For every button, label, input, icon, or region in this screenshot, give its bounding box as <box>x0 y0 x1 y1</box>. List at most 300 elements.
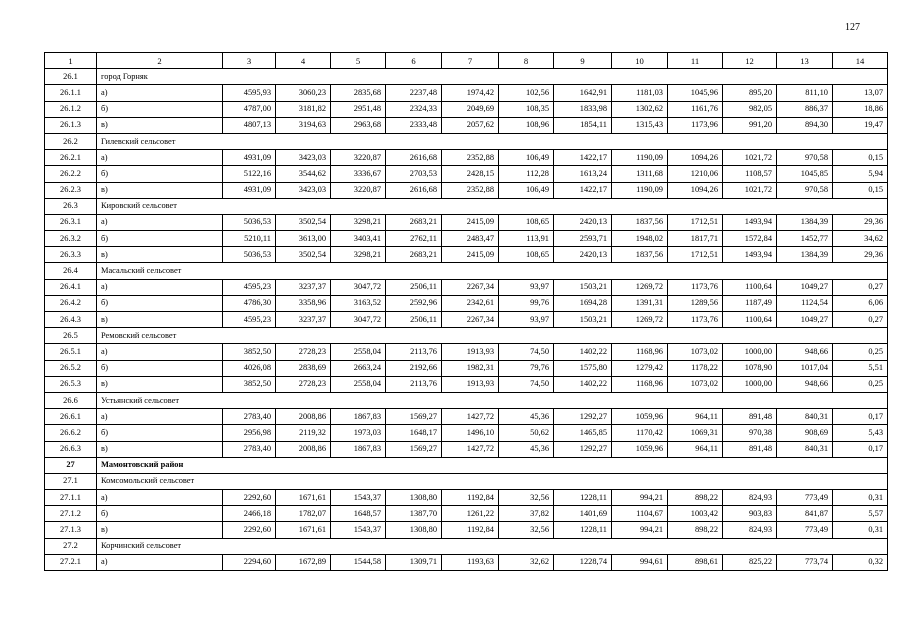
value-cell: 2267,34 <box>442 312 499 328</box>
value-cell: 1173,76 <box>668 312 723 328</box>
section-title: Масальский сельсовет <box>97 263 888 279</box>
value-cell: 1187,49 <box>723 295 777 311</box>
table-row <box>45 425 888 441</box>
value-cell: 1045,85 <box>777 166 833 182</box>
table-row <box>45 409 888 425</box>
row-label: в) <box>97 376 223 392</box>
value-cell: 1452,77 <box>777 231 833 247</box>
value-cell: 32,56 <box>499 522 554 538</box>
header-cell: 7 <box>442 53 499 69</box>
value-cell: 2415,09 <box>442 247 499 263</box>
row-code: 26.1.1 <box>45 85 97 101</box>
value-cell: 2762,11 <box>386 231 442 247</box>
row-code: 26.4.3 <box>45 312 97 328</box>
value-cell: 824,93 <box>723 522 777 538</box>
row-code: 26.5.3 <box>45 376 97 392</box>
value-cell: 1569,27 <box>386 409 442 425</box>
section-title: Корчинский сельсовет <box>97 538 888 554</box>
value-cell: 1192,84 <box>442 490 499 506</box>
row-code: 26.3.1 <box>45 214 97 230</box>
row-code: 27.2.1 <box>45 554 97 570</box>
row-code: 26.1 <box>45 69 97 85</box>
value-cell: 2267,34 <box>442 279 499 295</box>
value-cell: 773,49 <box>777 490 833 506</box>
value-cell: 1049,27 <box>777 279 833 295</box>
value-cell: 891,48 <box>723 441 777 457</box>
value-cell: 6,06 <box>833 295 888 311</box>
value-cell: 991,20 <box>723 117 777 133</box>
value-cell: 1059,96 <box>612 409 668 425</box>
value-cell: 948,66 <box>777 376 833 392</box>
value-cell: 29,36 <box>833 214 888 230</box>
row-code: 27.2 <box>45 538 97 554</box>
value-cell: 2951,48 <box>331 101 386 117</box>
row-code: 26.4.2 <box>45 295 97 311</box>
value-cell: 1671,61 <box>276 522 331 538</box>
value-cell: 2728,23 <box>276 376 331 392</box>
value-cell: 108,96 <box>499 117 554 133</box>
row-label: в) <box>97 312 223 328</box>
value-cell: 1021,72 <box>723 182 777 198</box>
value-cell: 2728,23 <box>276 344 331 360</box>
value-cell: 2783,40 <box>223 409 276 425</box>
value-cell: 2616,68 <box>386 182 442 198</box>
row-code: 26.5 <box>45 328 97 344</box>
value-cell: 1094,26 <box>668 182 723 198</box>
table-row <box>45 344 888 360</box>
value-cell: 0,25 <box>833 344 888 360</box>
value-cell: 1289,56 <box>668 295 723 311</box>
section-row <box>45 263 888 279</box>
row-code: 26.5.1 <box>45 344 97 360</box>
value-cell: 1572,84 <box>723 231 777 247</box>
row-code: 26.3 <box>45 198 97 214</box>
value-cell: 2192,66 <box>386 360 442 376</box>
value-cell: 811,10 <box>777 85 833 101</box>
value-cell: 2838,69 <box>276 360 331 376</box>
row-label: а) <box>97 409 223 425</box>
value-cell: 2415,09 <box>442 214 499 230</box>
row-code: 26.6.3 <box>45 441 97 457</box>
value-cell: 1493,94 <box>723 214 777 230</box>
value-cell: 2292,60 <box>223 522 276 538</box>
value-cell: 2113,76 <box>386 344 442 360</box>
value-cell: 3298,21 <box>331 247 386 263</box>
table-row <box>45 376 888 392</box>
value-cell: 0,15 <box>833 182 888 198</box>
value-cell: 2558,04 <box>331 376 386 392</box>
value-cell: 3502,54 <box>276 214 331 230</box>
value-cell: 2683,21 <box>386 214 442 230</box>
value-cell: 2342,61 <box>442 295 499 311</box>
value-cell: 3544,62 <box>276 166 331 182</box>
value-cell: 3047,72 <box>331 312 386 328</box>
value-cell: 1269,72 <box>612 279 668 295</box>
value-cell: 0,27 <box>833 279 888 295</box>
header-cell: 1 <box>45 53 97 69</box>
value-cell: 4026,08 <box>223 360 276 376</box>
row-code: 27.1.2 <box>45 506 97 522</box>
value-cell: 964,11 <box>668 441 723 457</box>
section-title: Мамонтовский район <box>97 457 888 473</box>
row-code: 26.2 <box>45 133 97 149</box>
section-title: Устьянский сельсовет <box>97 392 888 408</box>
value-cell: 903,83 <box>723 506 777 522</box>
value-cell: 1427,72 <box>442 409 499 425</box>
value-cell: 948,66 <box>777 344 833 360</box>
value-cell: 74,50 <box>499 376 554 392</box>
value-cell: 1100,64 <box>723 312 777 328</box>
value-cell: 2558,04 <box>331 344 386 360</box>
value-cell: 1973,03 <box>331 425 386 441</box>
value-cell: 2292,60 <box>223 490 276 506</box>
value-cell: 2008,86 <box>276 409 331 425</box>
row-code: 26.4.1 <box>45 279 97 295</box>
value-cell: 79,76 <box>499 360 554 376</box>
value-cell: 1308,80 <box>386 522 442 538</box>
value-cell: 2119,32 <box>276 425 331 441</box>
value-cell: 1422,17 <box>554 150 612 166</box>
value-cell: 1192,84 <box>442 522 499 538</box>
value-cell: 1228,11 <box>554 490 612 506</box>
value-cell: 1402,22 <box>554 376 612 392</box>
value-cell: 4595,23 <box>223 279 276 295</box>
value-cell: 50,62 <box>499 425 554 441</box>
value-cell: 970,58 <box>777 150 833 166</box>
value-cell: 2294,60 <box>223 554 276 570</box>
row-label: а) <box>97 150 223 166</box>
value-cell: 1045,96 <box>668 85 723 101</box>
value-cell: 1021,72 <box>723 150 777 166</box>
value-cell: 2420,13 <box>554 247 612 263</box>
header-cell: 4 <box>276 53 331 69</box>
value-cell: 1181,03 <box>612 85 668 101</box>
value-cell: 3298,21 <box>331 214 386 230</box>
value-cell: 1817,71 <box>668 231 723 247</box>
value-cell: 1782,07 <box>276 506 331 522</box>
value-cell: 2057,62 <box>442 117 499 133</box>
value-cell: 1170,42 <box>612 425 668 441</box>
value-cell: 1302,62 <box>612 101 668 117</box>
row-label: б) <box>97 166 223 182</box>
value-cell: 2963,68 <box>331 117 386 133</box>
row-label: в) <box>97 522 223 538</box>
value-cell: 106,49 <box>499 182 554 198</box>
value-cell: 0,17 <box>833 441 888 457</box>
value-cell: 2352,88 <box>442 182 499 198</box>
header-cell: 5 <box>331 53 386 69</box>
header-cell: 13 <box>777 53 833 69</box>
value-cell: 93,97 <box>499 312 554 328</box>
value-cell: 5,51 <box>833 360 888 376</box>
value-cell: 1712,51 <box>668 214 723 230</box>
value-cell: 1648,17 <box>386 425 442 441</box>
value-cell: 898,22 <box>668 522 723 538</box>
header-cell: 10 <box>612 53 668 69</box>
value-cell: 45,36 <box>499 409 554 425</box>
value-cell: 1867,83 <box>331 441 386 457</box>
row-code: 26.2.2 <box>45 166 97 182</box>
value-cell: 3403,41 <box>331 231 386 247</box>
value-cell: 886,37 <box>777 101 833 117</box>
table-row <box>45 247 888 263</box>
value-cell: 3852,50 <box>223 344 276 360</box>
value-cell: 1049,27 <box>777 312 833 328</box>
value-cell: 894,30 <box>777 117 833 133</box>
value-cell: 0,31 <box>833 490 888 506</box>
value-cell: 1569,27 <box>386 441 442 457</box>
value-cell: 1642,91 <box>554 85 612 101</box>
value-cell: 0,25 <box>833 376 888 392</box>
value-cell: 2683,21 <box>386 247 442 263</box>
value-cell: 1017,04 <box>777 360 833 376</box>
row-code: 26.1.3 <box>45 117 97 133</box>
value-cell: 1384,39 <box>777 247 833 263</box>
row-code: 27.1.1 <box>45 490 97 506</box>
section-row <box>45 392 888 408</box>
value-cell: 2592,96 <box>386 295 442 311</box>
value-cell: 1543,37 <box>331 490 386 506</box>
value-cell: 1694,28 <box>554 295 612 311</box>
value-cell: 1672,89 <box>276 554 331 570</box>
header-cell: 14 <box>833 53 888 69</box>
row-code: 26.2.1 <box>45 150 97 166</box>
section-row <box>45 457 888 473</box>
row-label: а) <box>97 554 223 570</box>
value-cell: 4787,00 <box>223 101 276 117</box>
value-cell: 1575,80 <box>554 360 612 376</box>
value-cell: 3852,50 <box>223 376 276 392</box>
value-cell: 0,27 <box>833 312 888 328</box>
table-row <box>45 441 888 457</box>
row-code: 26.3.3 <box>45 247 97 263</box>
value-cell: 1613,24 <box>554 166 612 182</box>
value-cell: 2483,47 <box>442 231 499 247</box>
value-cell: 970,38 <box>723 425 777 441</box>
data-table <box>44 52 888 571</box>
row-label: а) <box>97 490 223 506</box>
row-label: б) <box>97 231 223 247</box>
value-cell: 2428,15 <box>442 166 499 182</box>
value-cell: 1854,11 <box>554 117 612 133</box>
value-cell: 1311,68 <box>612 166 668 182</box>
value-cell: 1913,93 <box>442 344 499 360</box>
value-cell: 113,91 <box>499 231 554 247</box>
value-cell: 1190,09 <box>612 150 668 166</box>
value-cell: 1228,74 <box>554 554 612 570</box>
header-cell: 8 <box>499 53 554 69</box>
value-cell: 1308,80 <box>386 490 442 506</box>
value-cell: 1391,31 <box>612 295 668 311</box>
row-code: 26.4 <box>45 263 97 279</box>
table-row <box>45 279 888 295</box>
section-title: Кировский сельсовет <box>97 198 888 214</box>
value-cell: 1948,02 <box>612 231 668 247</box>
row-code: 27 <box>45 457 97 473</box>
table-row <box>45 166 888 182</box>
value-cell: 1427,72 <box>442 441 499 457</box>
value-cell: 1100,64 <box>723 279 777 295</box>
value-cell: 2420,13 <box>554 214 612 230</box>
value-cell: 1292,27 <box>554 409 612 425</box>
value-cell: 0,32 <box>833 554 888 570</box>
table-row <box>45 101 888 117</box>
value-cell: 1069,31 <box>668 425 723 441</box>
value-cell: 102,56 <box>499 85 554 101</box>
row-label: в) <box>97 182 223 198</box>
row-label: в) <box>97 247 223 263</box>
table-row <box>45 490 888 506</box>
value-cell: 5036,53 <box>223 247 276 263</box>
value-cell: 2593,71 <box>554 231 612 247</box>
section-row <box>45 69 888 85</box>
value-cell: 0,15 <box>833 150 888 166</box>
value-cell: 4931,09 <box>223 150 276 166</box>
row-code: 26.1.2 <box>45 101 97 117</box>
row-code: 26.6 <box>45 392 97 408</box>
table-row <box>45 231 888 247</box>
value-cell: 1671,61 <box>276 490 331 506</box>
value-cell: 1503,21 <box>554 312 612 328</box>
value-cell: 1073,02 <box>668 376 723 392</box>
value-cell: 5,94 <box>833 166 888 182</box>
table-row <box>45 360 888 376</box>
value-cell: 2506,11 <box>386 279 442 295</box>
value-cell: 3163,52 <box>331 295 386 311</box>
value-cell: 1228,11 <box>554 522 612 538</box>
row-code: 26.6.2 <box>45 425 97 441</box>
value-cell: 99,76 <box>499 295 554 311</box>
value-cell: 1833,98 <box>554 101 612 117</box>
value-cell: 108,35 <box>499 101 554 117</box>
value-cell: 1402,22 <box>554 344 612 360</box>
value-cell: 2333,48 <box>386 117 442 133</box>
value-cell: 1503,21 <box>554 279 612 295</box>
value-cell: 1712,51 <box>668 247 723 263</box>
value-cell: 1000,00 <box>723 376 777 392</box>
table-row <box>45 214 888 230</box>
row-code: 26.6.1 <box>45 409 97 425</box>
value-cell: 1190,09 <box>612 182 668 198</box>
value-cell: 1837,56 <box>612 214 668 230</box>
row-label: в) <box>97 441 223 457</box>
row-label: б) <box>97 425 223 441</box>
value-cell: 1913,93 <box>442 376 499 392</box>
row-label: в) <box>97 117 223 133</box>
value-cell: 5210,11 <box>223 231 276 247</box>
value-cell: 3220,87 <box>331 150 386 166</box>
header-row <box>45 53 888 69</box>
value-cell: 2506,11 <box>386 312 442 328</box>
value-cell: 3181,82 <box>276 101 331 117</box>
value-cell: 4595,23 <box>223 312 276 328</box>
row-code: 27.1.3 <box>45 522 97 538</box>
value-cell: 13,07 <box>833 85 888 101</box>
row-code: 26.5.2 <box>45 360 97 376</box>
value-cell: 1387,70 <box>386 506 442 522</box>
row-code: 27.1 <box>45 473 97 489</box>
value-cell: 1496,10 <box>442 425 499 441</box>
value-cell: 1543,37 <box>331 522 386 538</box>
value-cell: 840,31 <box>777 441 833 457</box>
value-cell: 1422,17 <box>554 182 612 198</box>
section-row <box>45 133 888 149</box>
value-cell: 1279,42 <box>612 360 668 376</box>
value-cell: 895,20 <box>723 85 777 101</box>
value-cell: 1178,22 <box>668 360 723 376</box>
value-cell: 994,21 <box>612 522 668 538</box>
value-cell: 2237,48 <box>386 85 442 101</box>
value-cell: 32,56 <box>499 490 554 506</box>
table-row <box>45 85 888 101</box>
section-row <box>45 473 888 489</box>
value-cell: 106,49 <box>499 150 554 166</box>
value-cell: 2008,86 <box>276 441 331 457</box>
value-cell: 108,65 <box>499 214 554 230</box>
header-cell: 6 <box>386 53 442 69</box>
value-cell: 841,87 <box>777 506 833 522</box>
value-cell: 19,47 <box>833 117 888 133</box>
value-cell: 994,61 <box>612 554 668 570</box>
table-row <box>45 554 888 570</box>
value-cell: 982,05 <box>723 101 777 117</box>
value-cell: 773,74 <box>777 554 833 570</box>
table-row <box>45 312 888 328</box>
value-cell: 898,22 <box>668 490 723 506</box>
value-cell: 3237,37 <box>276 279 331 295</box>
value-cell: 5,57 <box>833 506 888 522</box>
value-cell: 1315,43 <box>612 117 668 133</box>
value-cell: 840,31 <box>777 409 833 425</box>
value-cell: 1648,57 <box>331 506 386 522</box>
value-cell: 1161,76 <box>668 101 723 117</box>
value-cell: 994,21 <box>612 490 668 506</box>
value-cell: 0,31 <box>833 522 888 538</box>
header-cell: 11 <box>668 53 723 69</box>
header-cell: 3 <box>223 53 276 69</box>
value-cell: 1073,02 <box>668 344 723 360</box>
header-cell: 2 <box>97 53 223 69</box>
value-cell: 1168,96 <box>612 344 668 360</box>
value-cell: 5036,53 <box>223 214 276 230</box>
value-cell: 2835,68 <box>331 85 386 101</box>
value-cell: 2783,40 <box>223 441 276 457</box>
value-cell: 898,61 <box>668 554 723 570</box>
value-cell: 1003,42 <box>668 506 723 522</box>
value-cell: 37,82 <box>499 506 554 522</box>
value-cell: 112,28 <box>499 166 554 182</box>
value-cell: 1261,22 <box>442 506 499 522</box>
section-title: город Горняк <box>97 69 888 85</box>
value-cell: 2049,69 <box>442 101 499 117</box>
value-cell: 34,62 <box>833 231 888 247</box>
value-cell: 1104,67 <box>612 506 668 522</box>
value-cell: 1544,58 <box>331 554 386 570</box>
row-label: б) <box>97 101 223 117</box>
value-cell: 1000,00 <box>723 344 777 360</box>
value-cell: 908,69 <box>777 425 833 441</box>
table-row <box>45 182 888 198</box>
table-row <box>45 506 888 522</box>
value-cell: 3194,63 <box>276 117 331 133</box>
value-cell: 1210,06 <box>668 166 723 182</box>
page-number: 127 <box>845 22 860 33</box>
value-cell: 1168,96 <box>612 376 668 392</box>
value-cell: 2352,88 <box>442 150 499 166</box>
section-row <box>45 328 888 344</box>
value-cell: 3047,72 <box>331 279 386 295</box>
value-cell: 1124,54 <box>777 295 833 311</box>
